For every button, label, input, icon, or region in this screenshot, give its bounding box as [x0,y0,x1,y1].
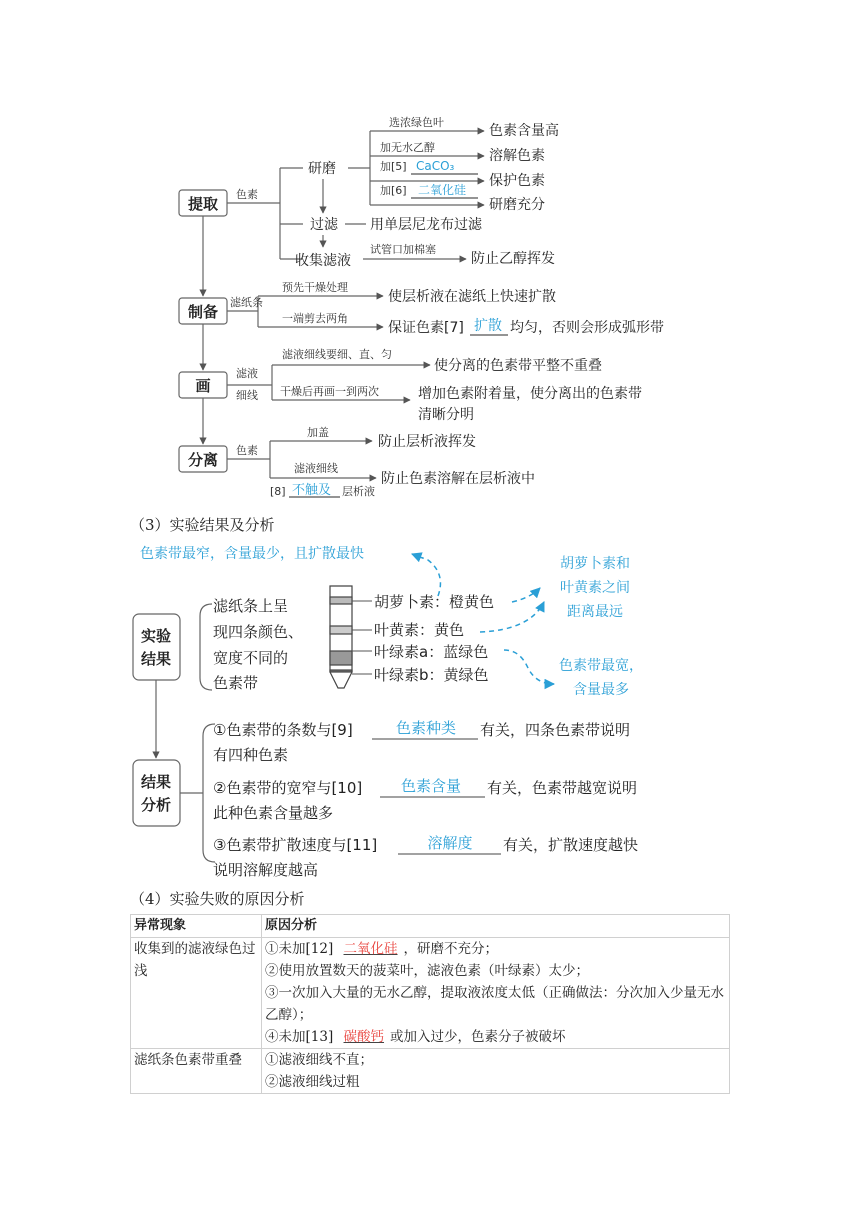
answer-13: 碳酸钙 [343,1029,385,1045]
table-row [131,938,730,1049]
analysis-3-line2: 说明溶解度越高 [213,861,319,879]
prep-result-1: 使层析液在滤纸上快速扩散 [388,289,556,305]
stage-label-prepare: 制备 [187,303,219,321]
desc-line4: 色素带 [213,674,259,692]
reason-cell [262,1049,730,1094]
band-label-chlorophyll-b: 叶绿素b：黄绿色 [374,666,489,684]
draw-cond-1: 滤液细线要细、直、匀 [282,348,392,361]
sep-result-1: 防止层析液挥发 [378,434,476,450]
phenomenon-cell: 滤纸条色素带重叠 [131,1049,262,1094]
grind-result-1: 色素含量高 [489,123,559,139]
sep-result-2: 防止色素溶解在层析液中 [381,471,535,487]
table-row [131,1049,730,1094]
answer-5: CaCO₃ [416,159,455,173]
result-box [133,614,180,680]
grind-result-3: 保护色素 [489,173,545,189]
sep-sub-suffix: 层析液 [342,485,375,498]
branch-label: 细线 [236,389,258,402]
analysis-box-line1: 结果 [140,773,172,791]
header-phenomenon: 异常现象 [131,915,262,938]
analysis-box-line2: 分析 [140,796,172,814]
failure-analysis-table [130,914,730,1094]
filter-result: 用单层尼龙布过滤 [370,217,482,233]
grind-result-4: 研磨充分 [489,197,545,213]
result-box-line1: 实验 [140,627,172,645]
desc-line3: 宽度不同的 [213,649,289,667]
prep-result-2-suffix: 均匀，否则会形成弧形带 [510,320,664,336]
node-collect: 收集滤液 [295,253,351,269]
answer-7: 扩散 [474,318,502,334]
branch-label: 滤纸条 [230,296,263,309]
reason-line: ②滤液细线过粗 [265,1074,360,1090]
analysis-3-prefix: ③色素带扩散速度与[11] [213,836,378,854]
note-right1-line2: 叶黄素之间 [560,580,630,596]
reason-line: ③一次加入大量的无水乙醇，提取液浓度太低（正确做法：分次加入少量无水乙醇）； [265,985,724,1023]
answer-9: 色素种类 [395,719,457,737]
analysis-2-line2: 此种色素含量越多 [213,804,334,822]
phenomenon-cell: 收集到的滤液绿色过浅 [131,938,262,1049]
section-4-heading: （4）实验失败的原因分析 [130,890,305,908]
collect-cond: 试管口加棉塞 [370,243,436,256]
grind-result-2: 溶解色素 [489,148,545,164]
desc-line1: 滤纸条上呈 [213,597,289,615]
answer-8: 不触及 [292,483,332,498]
analysis-2-prefix: ②色素带的宽窄与[10] [213,779,363,797]
stage-label-separate: 分离 [187,451,219,469]
grind-cond-4: 加[6] [380,184,407,197]
answer-11: 溶解度 [427,834,473,852]
prep-cond-1: 预先干燥处理 [282,281,348,294]
reason-line [265,938,726,960]
stage-label-draw: 画 [195,377,211,395]
band-label-chlorophyll-a: 叶绿素a：蓝绿色 [374,643,489,661]
reason-line: ①滤液细线不直； [265,1052,373,1068]
analysis-3-suffix: 有关，扩散速度越快 [503,836,639,854]
draw-result-1: 使分离的色素带平整不重叠 [434,358,602,374]
draw-result-2-line2: 清晰分明 [418,407,474,423]
note-right2-line1: 色素带最宽， [559,658,643,674]
reason-cell [262,938,730,1049]
analysis-1-line2: 有四种色素 [213,746,289,764]
note-right1-line1: 胡萝卜素和 [560,556,630,572]
desc-bracket [200,604,212,690]
node-grind: 研磨 [308,161,336,177]
analysis-box [133,760,180,826]
note-top: 色素带最窄，含量最少，且扩散最快 [140,546,364,562]
answer-12: 二氧化硅 [343,941,398,957]
grind-cond-3: 加[5] [380,160,407,173]
branch-label: 滤液 [236,367,258,380]
reason-prefix: ①未加[12] [265,941,334,957]
sep-sub-prefix: [8] [270,485,286,498]
answer-10: 色素含量 [400,777,462,795]
analysis-1-prefix: ①色素带的条数与[9] [213,721,353,739]
header-reason: 原因分析 [262,915,730,938]
collect-result: 防止乙醇挥发 [471,251,555,267]
answer-6: 二氧化硅 [418,183,467,197]
draw-result-2-line1: 增加色素附着量，使分离出的色素带 [418,386,642,402]
reason-prefix: ④未加[13] [265,1029,334,1045]
note-right1-line3: 距离最远 [567,604,623,620]
band-label-carotene: 胡萝卜素：橙黄色 [374,593,495,611]
table-header-row [131,915,730,938]
analysis-2-suffix: 有关，色素带越宽说明 [487,779,638,797]
stage-label-extract: 提取 [187,195,219,213]
draw-cond-2: 干燥后再画一到两次 [280,385,379,398]
reason-line: ②使用放置数天的菠菜叶，滤液色素（叶绿素）太少； [265,963,589,979]
reason-suffix: 或加入过少，色素分子被破坏 [390,1029,566,1045]
desc-line2: 现四条颜色、 [213,623,304,641]
reason-line [265,1026,726,1048]
branch-label: 色素 [236,188,258,201]
sep-cond-1: 加盖 [307,426,329,439]
section-3-heading: （3）实验结果及分析 [130,516,275,534]
prep-result-2-prefix: 保证色素[7] [388,320,464,336]
note-right2-line2: 含量最多 [573,682,629,698]
band-label-xanthophyll: 叶黄素：黄色 [374,621,465,639]
reason-suffix: ，研磨不充分； [403,941,499,957]
results-analysis-diagram [0,538,860,883]
result-box-line2: 结果 [140,650,172,668]
prep-cond-2: 一端剪去两角 [282,312,348,325]
node-filter: 过滤 [310,217,338,233]
grind-cond-1: 选浓绿色叶 [389,116,444,129]
filter-paper-strip [330,586,352,688]
branch-label: 色素 [236,444,258,457]
extraction-flow-diagram [0,0,860,505]
sep-cond-2: 滤液细线 [294,462,338,475]
analysis-1-suffix: 有关，四条色素带说明 [480,721,631,739]
grind-cond-2: 加无水乙醇 [380,141,435,154]
